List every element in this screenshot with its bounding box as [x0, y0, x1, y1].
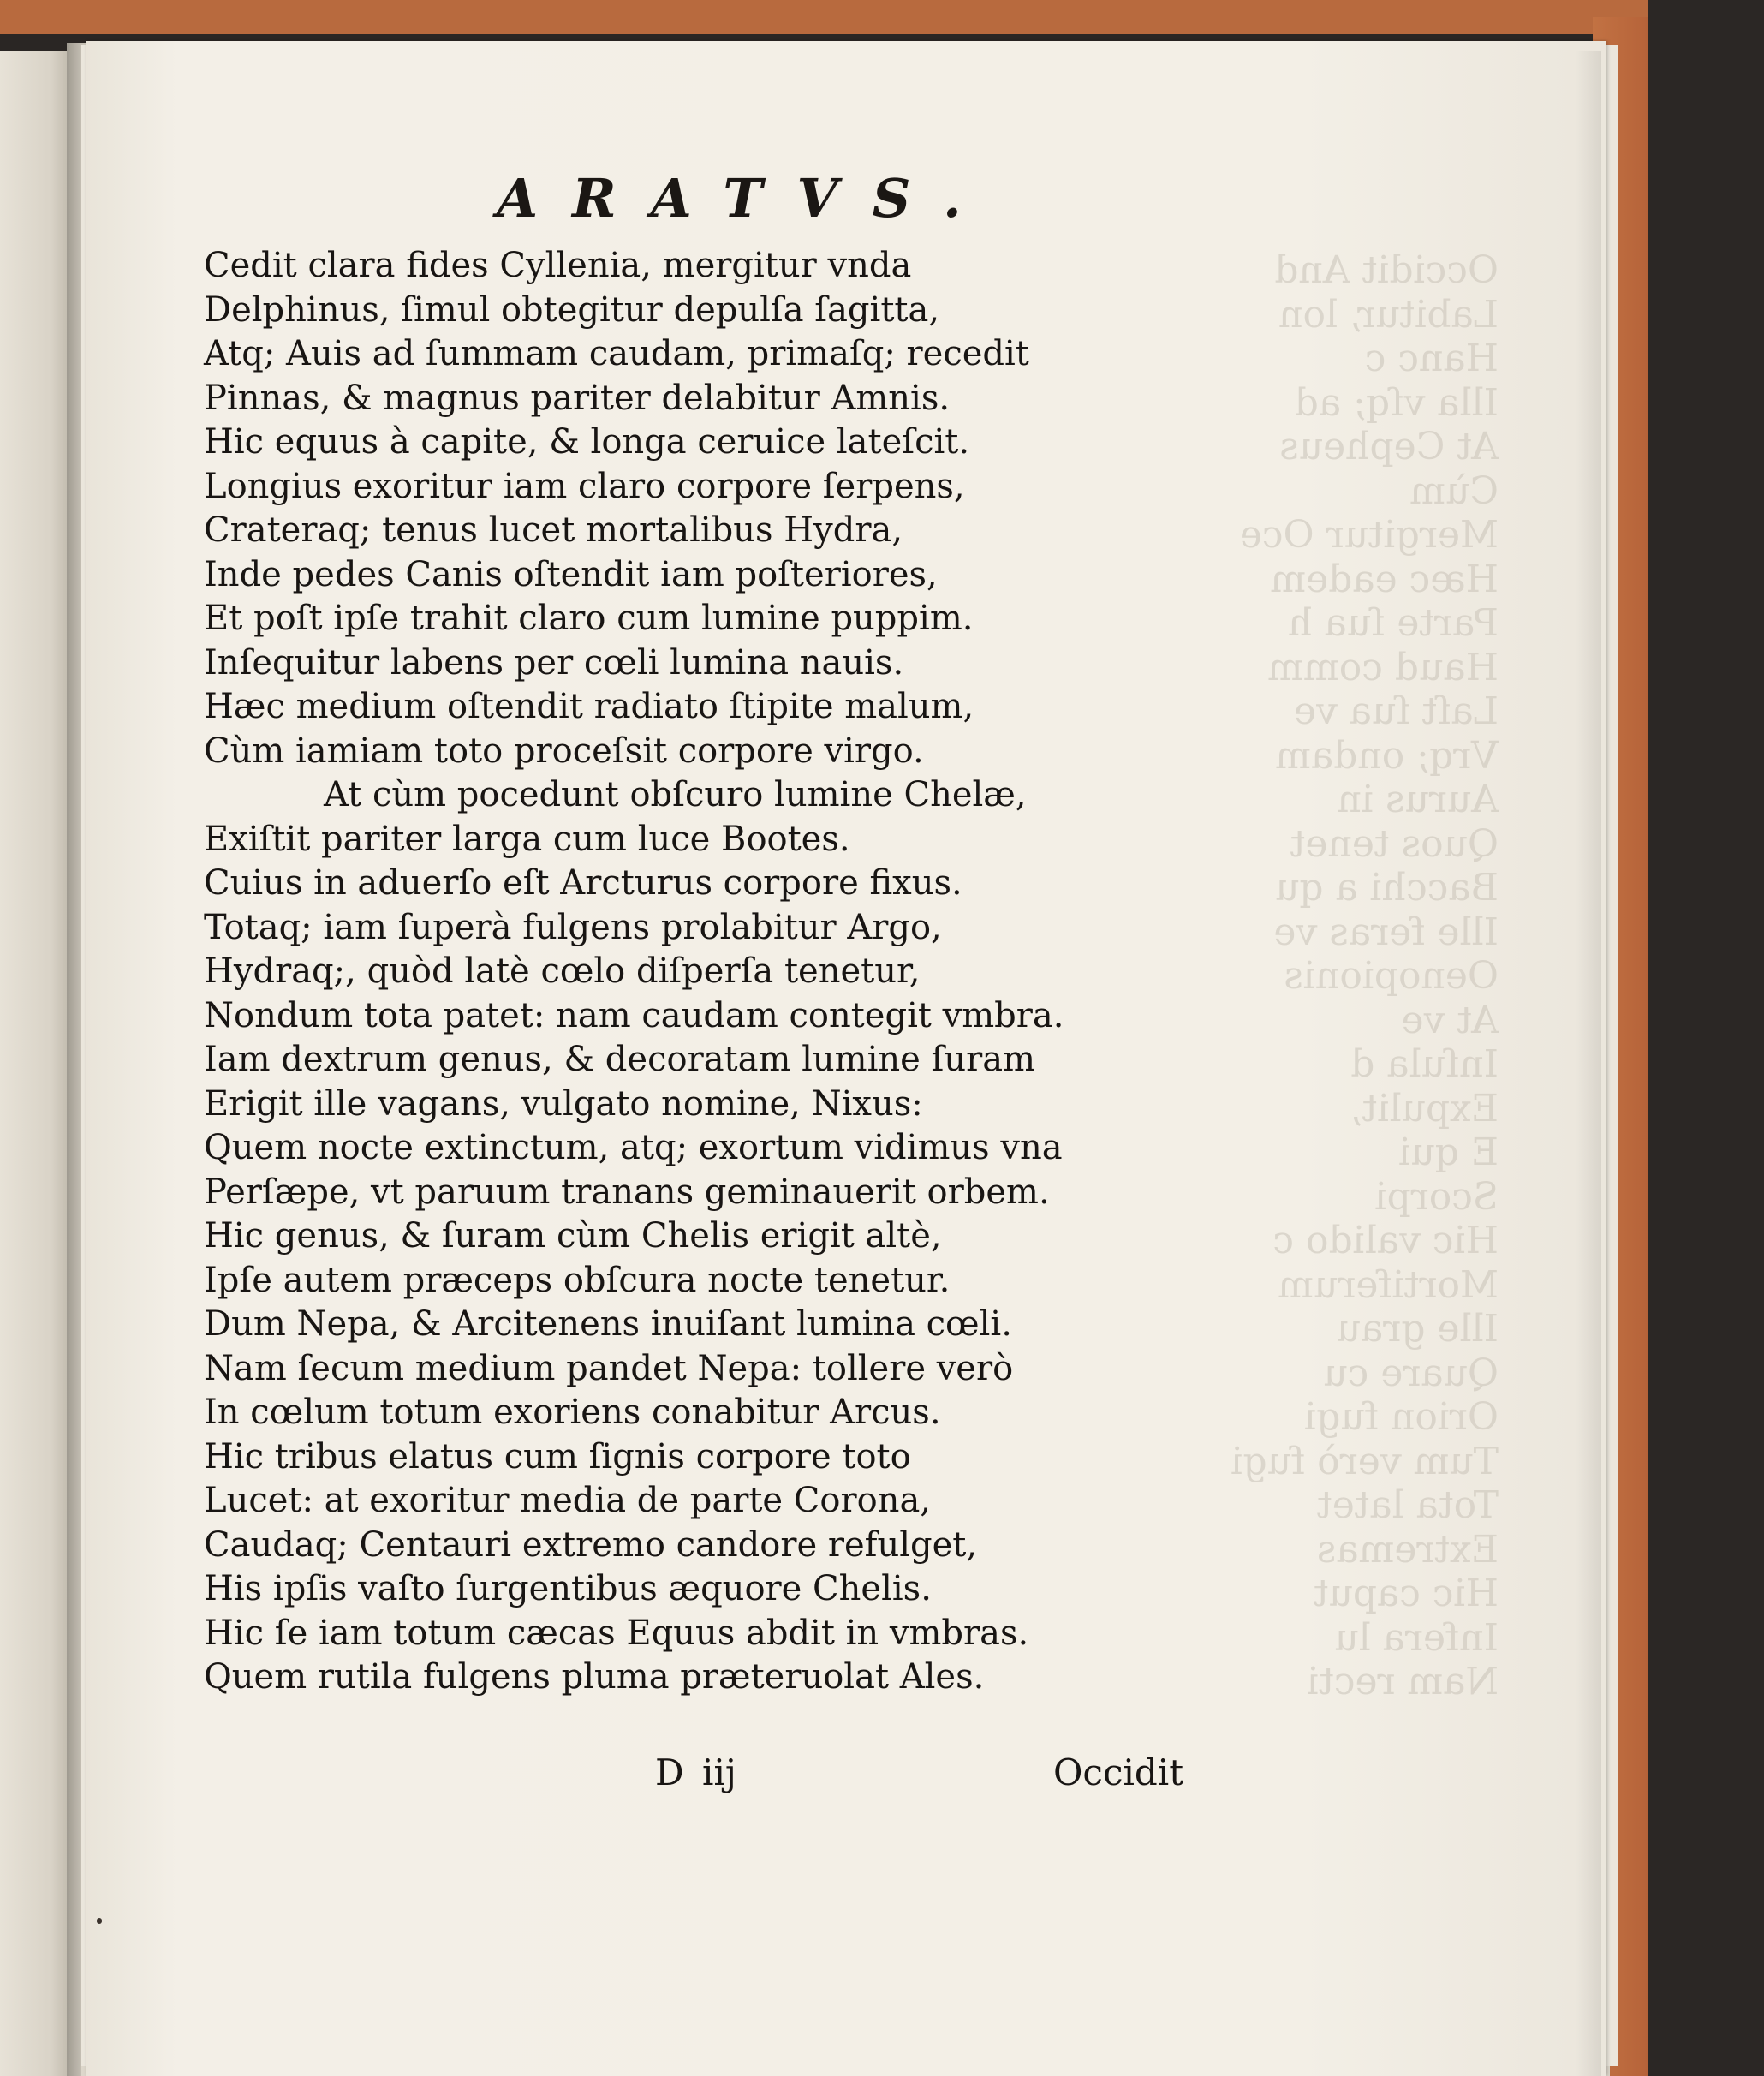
verse-line: Perſæpe, vt paruum tranans geminauerit orbem.	[204, 1172, 1050, 1212]
paper-speck	[97, 1918, 102, 1924]
verse-line: Erigit ille vagans, vulgato nomine, Nixus:	[204, 1083, 923, 1124]
show-through-line: At Cepheus	[1279, 425, 1499, 468]
verse-line: Hic genus, & ſuram cùm Chelis erigit altè,	[204, 1216, 942, 1256]
show-through-line: Orion fugi	[1304, 1395, 1499, 1439]
show-through-line: Hic caput	[1313, 1572, 1499, 1615]
verse-line: Longius exoritur iam claro corpore ſerpens,	[204, 466, 965, 506]
verse-line: Et poſt ipſe trahit claro cum lumine puppim.	[204, 599, 974, 638]
dark-background	[1648, 0, 1764, 2076]
verse-line: Iam dextrum genus, & decoratam lumine ſuram	[204, 1040, 1035, 1079]
show-through-line: Extremas	[1316, 1527, 1499, 1572]
verse-line-indented: At cùm pocedunt obſcuro lumine Chelæ,	[324, 775, 1027, 814]
show-through-line: Labitur, lon	[1278, 292, 1499, 337]
show-through-line: Mortiferum	[1278, 1262, 1499, 1307]
show-through-line: Aurus in	[1337, 778, 1499, 821]
show-through-line: Hæc eadem	[1270, 557, 1499, 601]
verse-line: Totaq; iam ſuperà fulgens prolabitur Argo,	[204, 907, 942, 947]
verse-line: Cuius in aduerſo eſt Arcturus corpore fixus.	[204, 863, 962, 903]
show-through-line: At ve	[1401, 998, 1499, 1042]
verse-line: Pinnas, & magnus pariter delabitur Amnis.	[204, 378, 951, 418]
show-through-line: Bacchi a qu	[1275, 866, 1499, 910]
show-through-line: Expulit,	[1350, 1086, 1499, 1130]
verse-line: Hæc medium oſtendit radiato ſtipite malum,	[204, 687, 974, 726]
show-through-line: Tota latet	[1316, 1483, 1499, 1527]
verse-line: His ipſis vaſto ſurgentibus æquore Chelis.	[204, 1569, 932, 1608]
verse-line: Hic tribus elatus cum ſignis corpore toto	[204, 1436, 911, 1476]
show-through-line: Ille grau	[1336, 1307, 1499, 1351]
verse-line: Hydraq;, quòd latè cœlo diſperſa tenetur,	[204, 952, 921, 991]
show-through-line: Laſt ſua ve	[1293, 689, 1499, 733]
verse-line: Cùm iamiam toto proceſsit corpore virgo.	[204, 731, 924, 771]
show-through-line: Quos tenet	[1290, 821, 1499, 866]
verse-line: Caudaq; Centauri extremo candore refulget,	[204, 1524, 978, 1565]
show-through-line: Hic valido c	[1272, 1219, 1499, 1262]
verse-line: Atq; Auis ad ſummam caudam, primaſq; recedit	[204, 334, 1029, 373]
show-through-line: Infera lu	[1334, 1615, 1499, 1660]
verse-line: Quem rutila fulgens pluma præteruolat Ales.	[204, 1657, 985, 1697]
show-through-line: Scorpi	[1374, 1174, 1499, 1219]
verse-line: In cœlum totum exoriens conabitur Arcus.	[204, 1393, 941, 1432]
verse-line: Ipſe autem præceps obſcura nocte tenetur.	[204, 1260, 951, 1300]
cover-board-top	[0, 0, 1678, 34]
verse-line: Inſequitur labens per cœli lumina nauis.	[204, 642, 904, 683]
verse-line: Lucet: at exoritur media de parte Corona,	[204, 1481, 932, 1520]
signature-mark: D iij	[655, 1751, 736, 1793]
verse-line: Dum Nepa, & Arcitenens inuiſant lumina cœli.	[204, 1304, 1012, 1344]
show-through-line: Inſula d	[1350, 1042, 1499, 1086]
verse-line: Nondum tota patet: nam caudam contegit vmbra.	[204, 995, 1064, 1035]
verse-line: Cedit clara fides Cyllenia, mergitur vnda	[204, 246, 912, 285]
verse-block	[204, 244, 1163, 1700]
show-through-line: E qui	[1398, 1130, 1499, 1174]
show-through-line: Occidit And	[1274, 248, 1499, 292]
show-through-line: Hanc c	[1364, 337, 1499, 380]
verse-line: Nam ſecum medium pandet Nepa: tollere verò	[204, 1348, 1014, 1388]
show-through-line: Haud comm	[1267, 645, 1499, 689]
show-through-line: Mergitur Oce	[1239, 513, 1499, 557]
running-head: ARATVS.	[497, 167, 996, 230]
show-through-line: Oenopionis	[1284, 954, 1499, 998]
show-through-line: Tum verò fugi	[1231, 1439, 1499, 1483]
verse-line: Crateraq; tenus lucet mortalibus Hydra,	[204, 510, 903, 550]
page-edge-shadow	[1576, 51, 1601, 2076]
show-through-line: Quare cu	[1323, 1351, 1499, 1395]
verse-line: Hic ſe iam totum cæcas Equus abdit in vmbras.	[204, 1613, 1029, 1653]
show-through-line: Parte ſua h	[1288, 601, 1499, 645]
verse-line: Quem nocte extinctum, atq; exortum vidimus vna	[204, 1128, 1063, 1167]
verse-line: Exiſtit pariter larga cum luce Bootes.	[204, 819, 850, 859]
show-through-text	[1139, 248, 1499, 1790]
show-through-line: Ille feras ve	[1273, 910, 1499, 954]
show-through-line: Cùm	[1409, 468, 1499, 513]
catchword: Occidit	[1053, 1751, 1184, 1793]
show-through-line: Nam recti	[1307, 1660, 1499, 1703]
verse-line: Inde pedes Canis oſtendit iam poſteriores,	[204, 554, 938, 594]
show-through-line: Illa vſq; ad	[1294, 380, 1499, 425]
show-through-line: Vrq; ondam	[1275, 733, 1499, 778]
verse-line: Hic equus à capite, & longa ceruice lateſcit.	[204, 422, 970, 462]
left-page-edge	[0, 51, 73, 2076]
verse-line: Delphinus, ſimul obtegitur depulſa ſagitta,	[204, 289, 940, 330]
